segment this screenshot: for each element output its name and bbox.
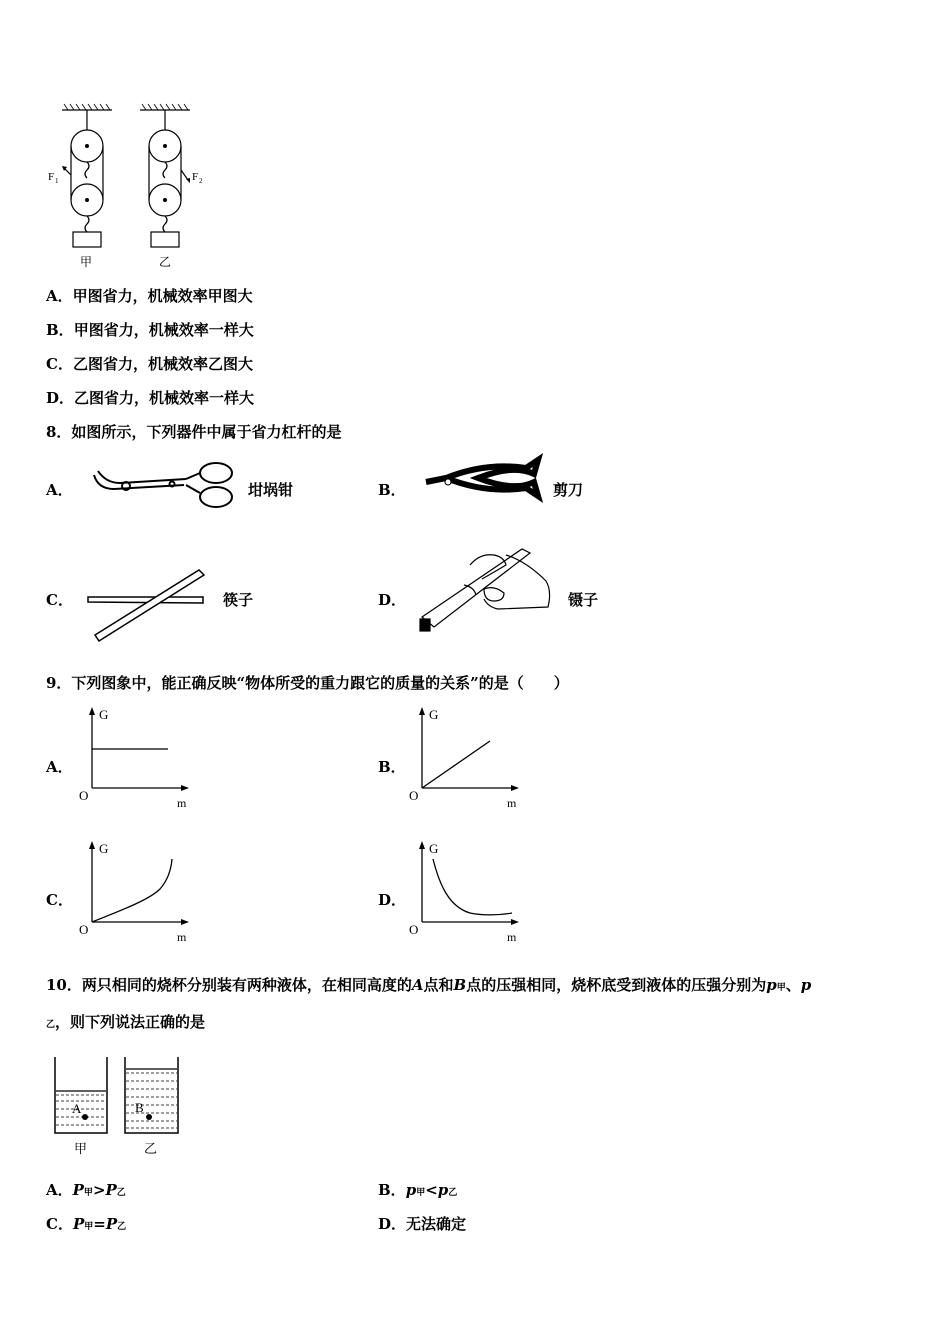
q8-option-b-label: 剪刀 xyxy=(553,481,584,499)
beakers-figure xyxy=(50,1055,190,1160)
q8-option-d-label: 镊子 xyxy=(568,591,599,609)
q9-stem: 9．下列图象中，能正确反映“物体所受的重力跟它的质量的关系”的是（ ） xyxy=(46,674,569,692)
q10-stem-line1: 10．两只相同的烧杯分别装有两种液体，在相同高度的A点和B点的压强相同，烧杯底受到液体的压强分别为p甲、p xyxy=(46,976,812,994)
q9-option-d-letter[interactable]: D． xyxy=(378,891,407,909)
svg-text:G: G xyxy=(429,841,439,856)
svg-text:B: B xyxy=(135,1100,144,1115)
svg-text:m: m xyxy=(177,930,187,944)
chopsticks-image xyxy=(85,565,210,645)
svg-text:G: G xyxy=(99,841,109,856)
svg-text:G: G xyxy=(99,707,109,722)
f1-sub: 1 xyxy=(55,177,59,185)
scissors-image xyxy=(420,460,545,505)
q10-option-b[interactable]: B．p甲<p乙 xyxy=(378,1181,458,1199)
f2-label: F xyxy=(192,171,199,183)
pulley-figure xyxy=(40,100,230,275)
q7-option-c[interactable]: C．乙图省力，机械效率乙图大 xyxy=(46,355,253,373)
q9-graph-d xyxy=(405,837,530,947)
q7-option-b[interactable]: B．甲图省力，机械效率一样大 xyxy=(46,321,254,339)
svg-text:乙: 乙 xyxy=(144,1141,158,1156)
svg-text:m: m xyxy=(507,930,517,944)
svg-text:m: m xyxy=(177,796,187,810)
q8-option-a-letter[interactable]: A． xyxy=(46,481,73,499)
q8-option-c-label: 筷子 xyxy=(223,591,254,609)
svg-text:m: m xyxy=(507,796,517,810)
f1-label: F xyxy=(48,171,55,183)
q9-graph-b xyxy=(405,703,530,813)
q9-option-c-letter[interactable]: C． xyxy=(46,891,73,909)
f2-sub: 2 xyxy=(199,177,203,185)
q9-graph-a xyxy=(75,703,200,813)
figure-label-yi: 乙 xyxy=(159,255,172,269)
q7-option-a[interactable]: A．甲图省力，机械效率甲图大 xyxy=(46,287,253,305)
q10-option-a[interactable]: A．P甲>P乙 xyxy=(46,1181,126,1199)
crucible-tongs-image xyxy=(88,455,238,515)
svg-text:甲: 甲 xyxy=(74,1141,88,1156)
svg-text:O: O xyxy=(79,922,89,937)
q8-option-c-letter[interactable]: C． xyxy=(46,591,73,609)
q9-option-b-letter[interactable]: B． xyxy=(378,758,406,776)
q7-option-d[interactable]: D．乙图省力，机械效率一样大 xyxy=(46,389,255,407)
q10-option-d[interactable]: D．无法确定 xyxy=(378,1215,467,1233)
svg-text:O: O xyxy=(79,788,89,803)
q9-option-a-letter[interactable]: A． xyxy=(46,758,73,776)
q10-stem-line2: 乙，则下列说法正确的是 xyxy=(46,1013,206,1031)
tweezers-image xyxy=(410,545,555,640)
q8-option-b-letter[interactable]: B． xyxy=(378,481,406,499)
q10-option-c[interactable]: C．P甲=P乙 xyxy=(46,1215,127,1233)
q8-stem: 8．如图所示，下列器件中属于省力杠杆的是 xyxy=(46,423,342,441)
svg-text:O: O xyxy=(409,788,419,803)
q8-option-a-label: 坩埚钳 xyxy=(248,481,294,499)
svg-text:O: O xyxy=(409,922,419,937)
figure-label-jia: 甲 xyxy=(80,255,93,269)
svg-text:G: G xyxy=(429,707,439,722)
q8-option-d-letter[interactable]: D． xyxy=(378,591,407,609)
q9-graph-c xyxy=(75,837,200,947)
svg-text:A: A xyxy=(72,1101,82,1116)
